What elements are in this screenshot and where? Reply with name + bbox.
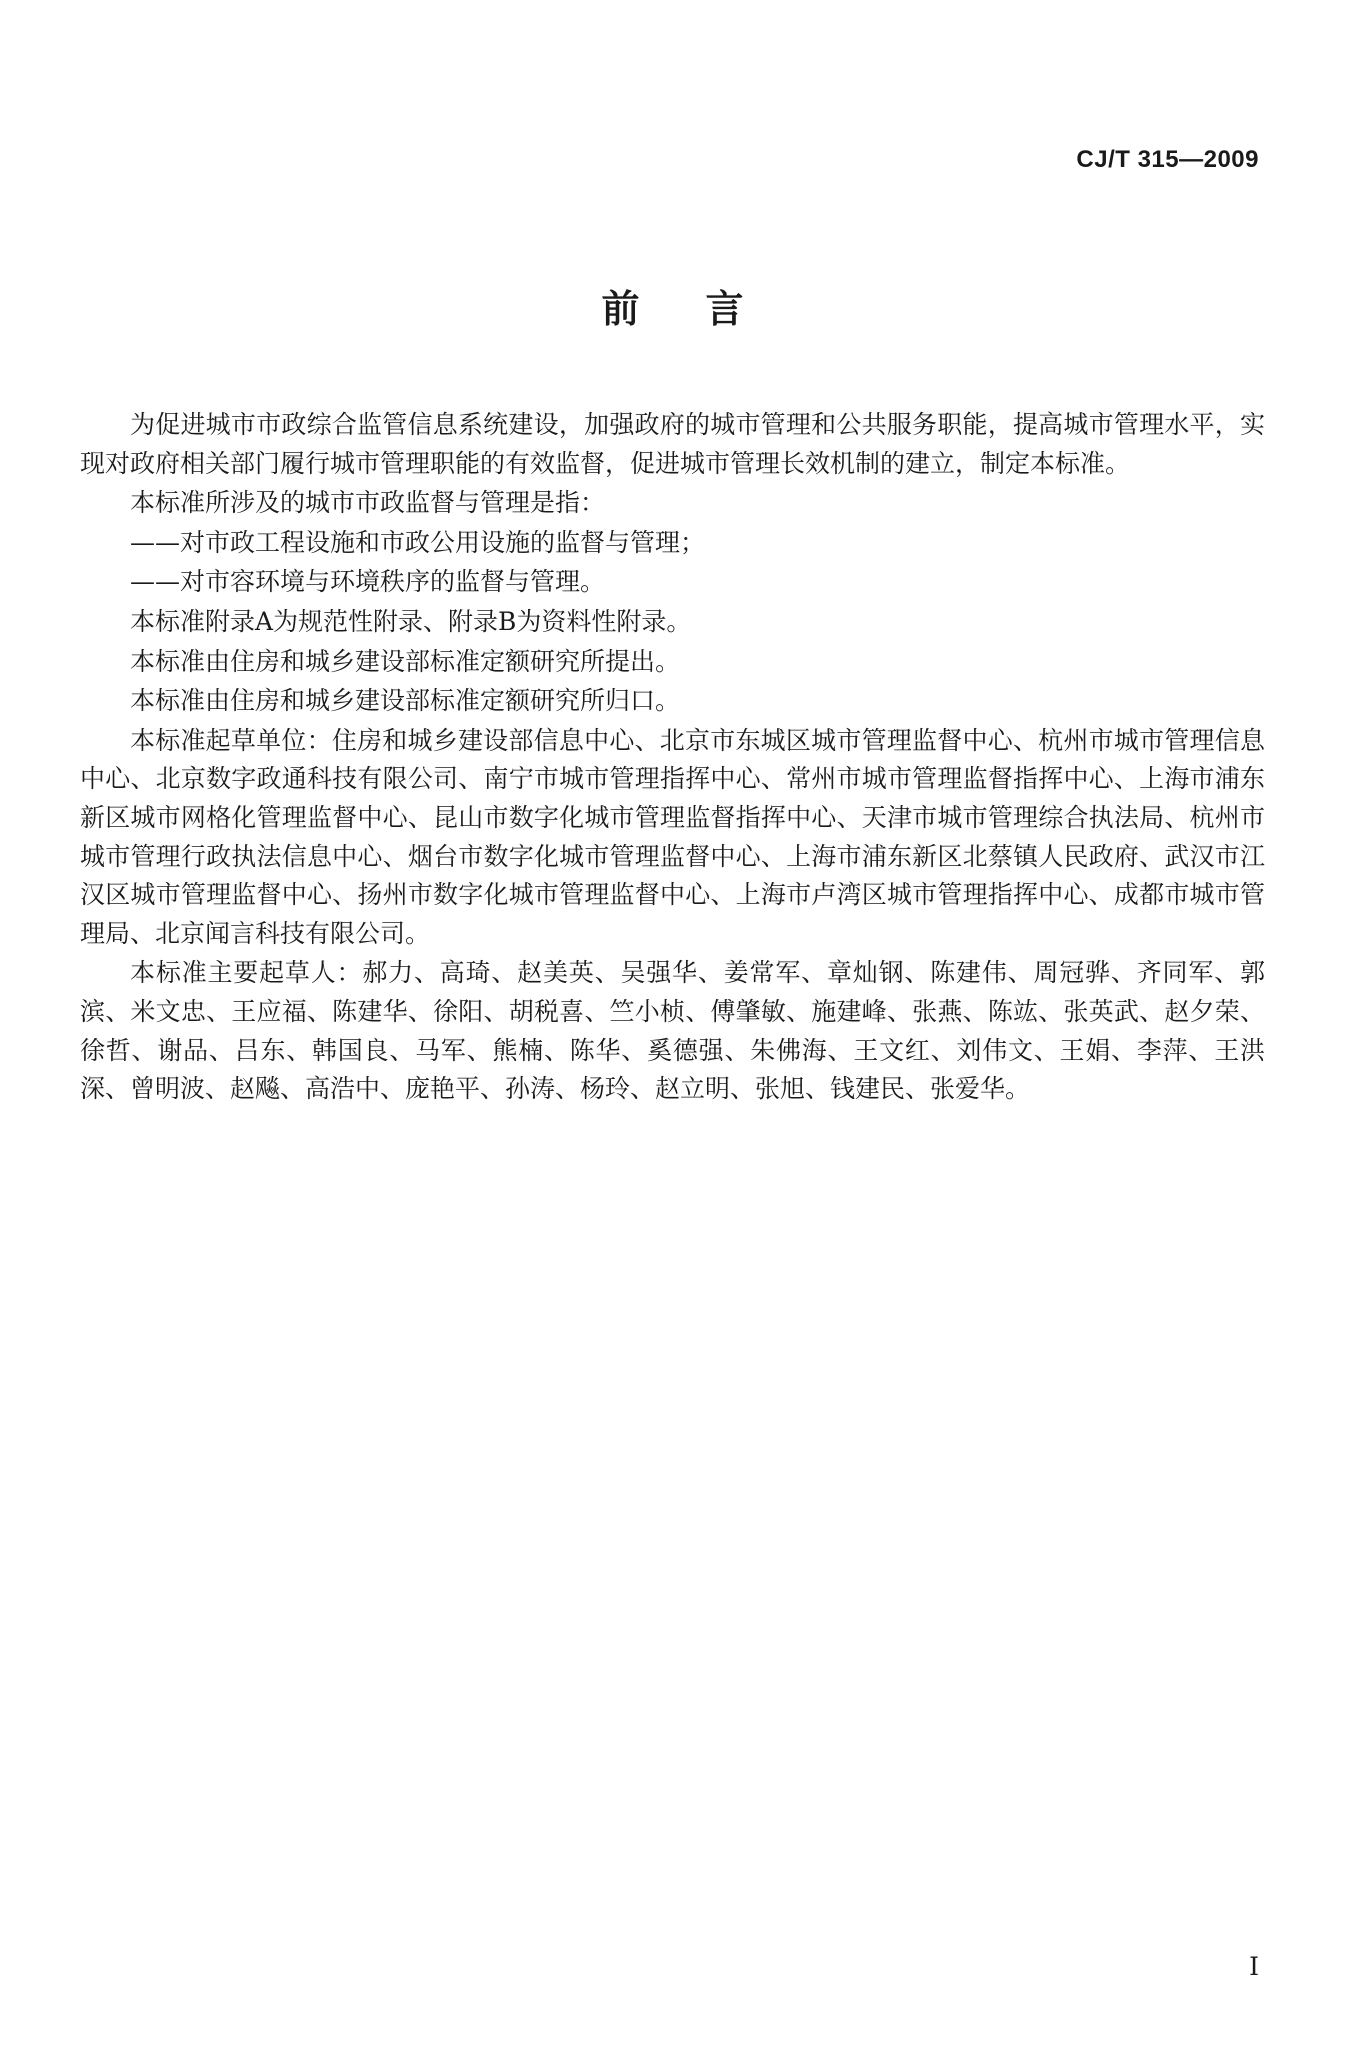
standard-code: CJ/T 315—2009 — [1076, 146, 1259, 173]
paragraph-centralized-by: 本标准由住房和城乡建设部标准定额研究所归口。 — [130, 686, 681, 716]
page-number: I — [1249, 1952, 1259, 1981]
paragraph-proposed-by: 本标准由住房和城乡建设部标准定额研究所提出。 — [130, 646, 681, 676]
paragraph-appendix-note: 本标准附录A为规范性附录、附录B为资料性附录。 — [130, 606, 692, 636]
paragraph-scope-intro: 本标准所涉及的城市市政监督与管理是指： — [130, 488, 606, 518]
paragraph-purpose: 为促进城市市政综合监管信息系统建设，加强政府的城市管理和公共服务职能，提高城市管理水平，实现对政府相关部门履行城市管理职能的有效监督，促进城市管理长效机制的建立，制定本标准。 — [80, 410, 1265, 478]
body-text — [80, 406, 1265, 1109]
paragraph-drafting-units: 本标准起草单位：住房和城乡建设部信息中心、北京市东城区城市管理监督中心、杭州市城市管理信息中心、北京数字政通科技有限公司、南宁市城市管理指挥中心、常州市城市管理监督指挥中心、上海市浦东新区城市网格化管理监督中心、昆山市数字化城市管理监督指挥中心、天津市城市管理综合执法局、杭州市城市管理行政执法信息中心、烟台市数字化城市管理监督中心、上海市浦东新区北蔡镇人民政府、武汉市江汉区城市管理监督中心、扬州市数字化城市管理监督中心、上海市卢湾区城市管理指挥中心、成都市城市管理局、北京闻言科技有限公司。 — [80, 725, 1265, 948]
page-title: 前言 — [601, 287, 810, 331]
paragraph-scope-item-environment: ——对市容环境与环境秩序的监督与管理。 — [130, 567, 606, 597]
paragraph-scope-item-facilities: ——对市政工程设施和市政公用设施的监督与管理； — [130, 527, 706, 557]
paragraph-drafters: 本标准主要起草人：郝力、高琦、赵美英、吴强华、姜常军、章灿钢、陈建伟、周冠骅、齐同军、郭滨、米文忠、王应福、陈建华、徐阳、胡税喜、竺小桢、傅肇敏、施建峰、张燕、陈竑、张英武、赵夕荣、徐哲、谢品、吕东、韩国良、马军、熊楠、陈华、奚德强、朱佛海、王文红、刘伟文、王娟、李萍、王洪深、曾明波、赵飚、高浩中、庞艳平、孙涛、杨玲、赵立明、张旭、钱建民、张爱华。 — [80, 958, 1265, 1104]
